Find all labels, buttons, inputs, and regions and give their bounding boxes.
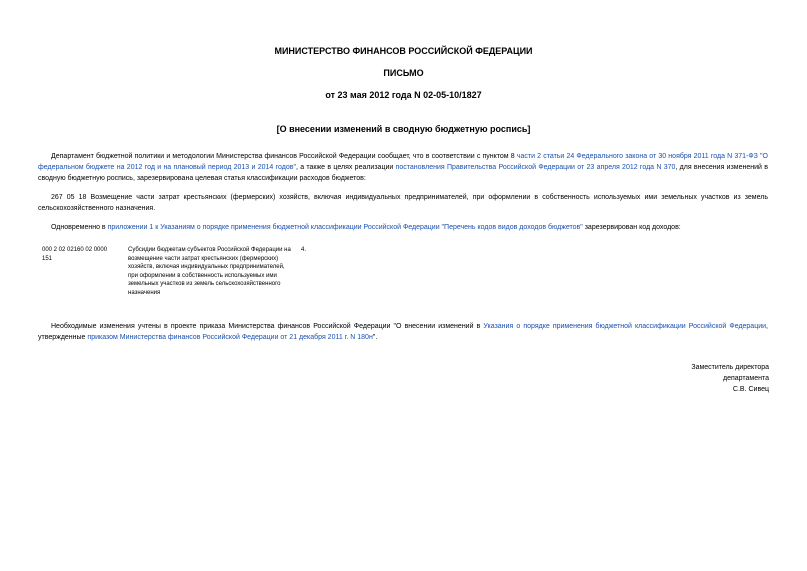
budget-classification-annex-link[interactable]: приложении 1 к Указаниям о порядке применения бюджетной классификации Российской Федерации "Перечень кодов видов доходов бюджетов" <box>107 224 583 231</box>
income-code-cell: 000 2 02 02160 02 0000 151 <box>42 247 108 262</box>
signatory-department: департамента <box>722 375 769 382</box>
income-description-cell: Субсидии бюджетам субъектов Российской Федерации на возмещение части затрат крестьянских (фермерских) хозяйств, включая индивидуальных предпринимателей, при оформлении в собственность используемых ими земельных участков из земель сельскохозяйственного назначения <box>128 247 291 296</box>
federal-law-link[interactable]: части 2 статьи 24 Федерального закона от 30 ноября 2011 года N 371-ФЗ "О федеральном бюджете на 2012 год и на плановый период 2013 и 2014 годов" <box>38 153 768 171</box>
paragraph-4 <box>38 321 768 343</box>
income-column3-cell: 4. <box>301 247 307 253</box>
signatory-name: С.В. Сивец <box>732 386 769 393</box>
paragraph-4-text-b: , утвержденные <box>38 323 768 341</box>
signature-block <box>691 362 769 395</box>
paragraph-4-text-a: Необходимые изменения учтены в проекте приказа Министерства финансов Российской Федерации "О внесении изменений в <box>51 323 484 330</box>
document-type: ПИСЬМО <box>383 68 424 78</box>
classification-instructions-link[interactable]: Указания о порядке применения бюджетной классификации Российской Федерации <box>483 323 767 330</box>
paragraph-4-text-c: ". <box>372 334 378 341</box>
paragraph-1-text-b: , а также в целях реализации <box>295 164 396 171</box>
government-resolution-link[interactable]: постановления Правительства Российской Федерации от 23 апреля 2012 года N 370 <box>395 164 676 171</box>
signatory-position: Заместитель директора <box>691 364 769 371</box>
paragraph-3-text-a: Одновременно в <box>51 224 108 231</box>
paragraph-1-text-a: Департамент бюджетной политики и методологии Министерства финансов Российской Федерации сообщает, что в соответствии с пунктом 8 <box>51 153 517 160</box>
document-date-number: от 23 мая 2012 года N 02-05-10/1827 <box>325 90 482 100</box>
ministry-order-link[interactable]: приказом Министерства финансов Российской Федерации от 21 декабря 2011 г. N 180н <box>87 334 373 341</box>
document-subject: [О внесении изменений в сводную бюджетную роспись] <box>276 124 531 134</box>
paragraph-3-text-b: зарезервирован код доходов: <box>582 224 681 231</box>
ministry-heading: МИНИСТЕРСТВО ФИНАНСОВ РОССИЙСКОЙ ФЕДЕРАЦИИ <box>274 46 533 56</box>
paragraph-2: 267 05 18 Возмещение части затрат крестьянских (фермерских) хозяйств, включая индивидуальных предпринимателей, при оформлении в собственность используемых ими земельных участков из земель сельскохозяйственного назначения. <box>38 194 768 212</box>
paragraph-1-text-c: , для внесения изменений в сводную бюджетную роспись, зарезервирована целевая статья классификации расходов бюджетов: <box>38 164 768 182</box>
paragraph-1 <box>38 151 768 184</box>
paragraph-3 <box>38 222 768 233</box>
